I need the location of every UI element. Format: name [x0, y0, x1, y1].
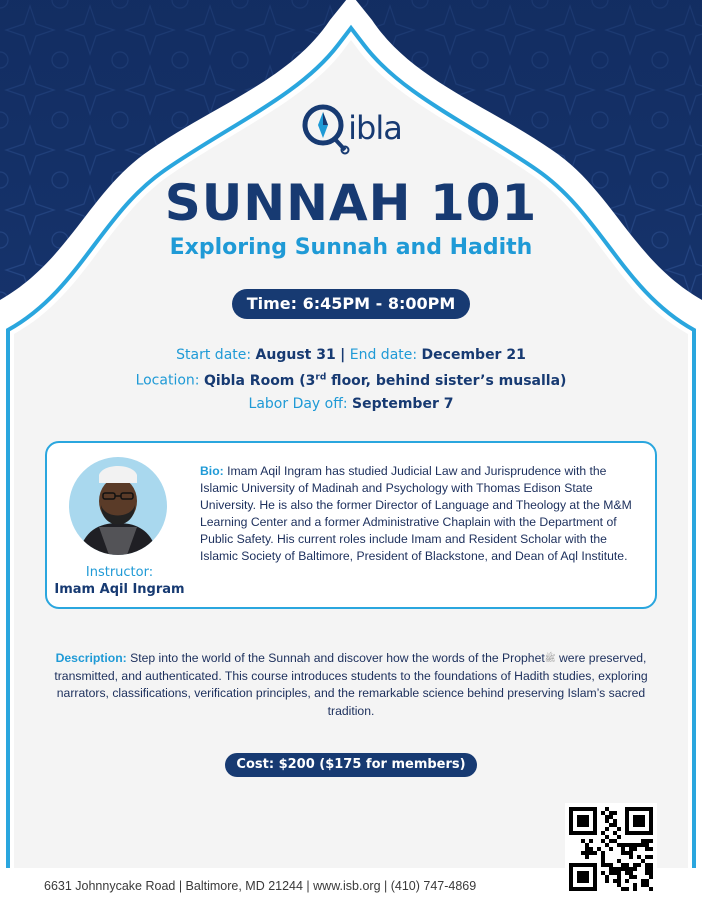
- start-date-label: Start date:: [176, 347, 252, 363]
- instructor-bio: [200, 463, 646, 565]
- location-label: Location:: [135, 372, 200, 389]
- date-separator: |: [340, 347, 346, 363]
- page-title: SUNNAH 101: [164, 174, 538, 232]
- description-text-part2: were preserved, transmitted, and authenticated. This course introduces students to the foundations of Hadith studies, exploring narrators, classifications, verification principles, and the remarkable science behind preserving Islam’s sacred tradition.: [54, 651, 648, 718]
- cost-badge: Cost: $200 ($175 for members): [225, 753, 477, 777]
- instructor-name: Imam Aqil Ingram: [54, 582, 185, 597]
- bio-label: Bio:: [200, 464, 224, 478]
- location-value-part1: Qibla Room (3: [203, 372, 316, 389]
- location-line: [0, 372, 702, 389]
- location-value-sup: rd: [315, 372, 327, 382]
- holiday-value: September 7: [352, 396, 454, 412]
- bio-text: Imam Aqil Ingram has studied Judicial Law and Jurisprudence with the Islamic University of Madinah and Psychology with Thomas Edison State University. He is also the former Director of Language and Theology at the M&M Learning Center and a former Administrative Chaplain with the Department of Public Safety. His current roles include Imam and Resident Scholar with the Islamic Society of Baltimore, President of Blackstone, and Dean of Aql Institute.: [200, 464, 632, 563]
- compass-q-icon: [300, 100, 350, 156]
- qr-code-icon: [569, 807, 653, 891]
- end-date-label: End date:: [349, 347, 418, 363]
- qibla-logo: [0, 100, 702, 156]
- salawat-icon: ﷺ: [544, 653, 556, 664]
- description-label: Description:: [55, 651, 127, 665]
- location-value-part2: floor, behind sister’s musalla): [326, 372, 567, 389]
- course-description: [48, 650, 654, 720]
- holiday-line: [0, 396, 702, 412]
- date-line: [0, 347, 702, 363]
- logo-wordmark: ibla: [348, 109, 402, 147]
- time-badge: Time: 6:45PM - 8:00PM: [232, 289, 470, 319]
- page-subtitle: Exploring Sunnah and Hadith: [169, 235, 533, 260]
- start-date-value: August 31: [255, 347, 336, 363]
- instructor-label: Instructor:: [85, 565, 154, 580]
- instructor-avatar: [69, 457, 167, 555]
- instructor-portrait-icon: [69, 457, 167, 555]
- location-value: [204, 373, 566, 389]
- qr-code[interactable]: [565, 803, 657, 895]
- instructor-card: [45, 441, 657, 609]
- holiday-label: Labor Day off:: [248, 396, 348, 412]
- footer-contact: 6631 Johnnycake Road | Baltimore, MD 21244 | www.isb.org | (410) 747-4869: [44, 879, 477, 893]
- end-date-value: December 21: [421, 347, 526, 363]
- description-text-part1: Step into the world of the Sunnah and discover how the words of the Prophet: [130, 651, 545, 665]
